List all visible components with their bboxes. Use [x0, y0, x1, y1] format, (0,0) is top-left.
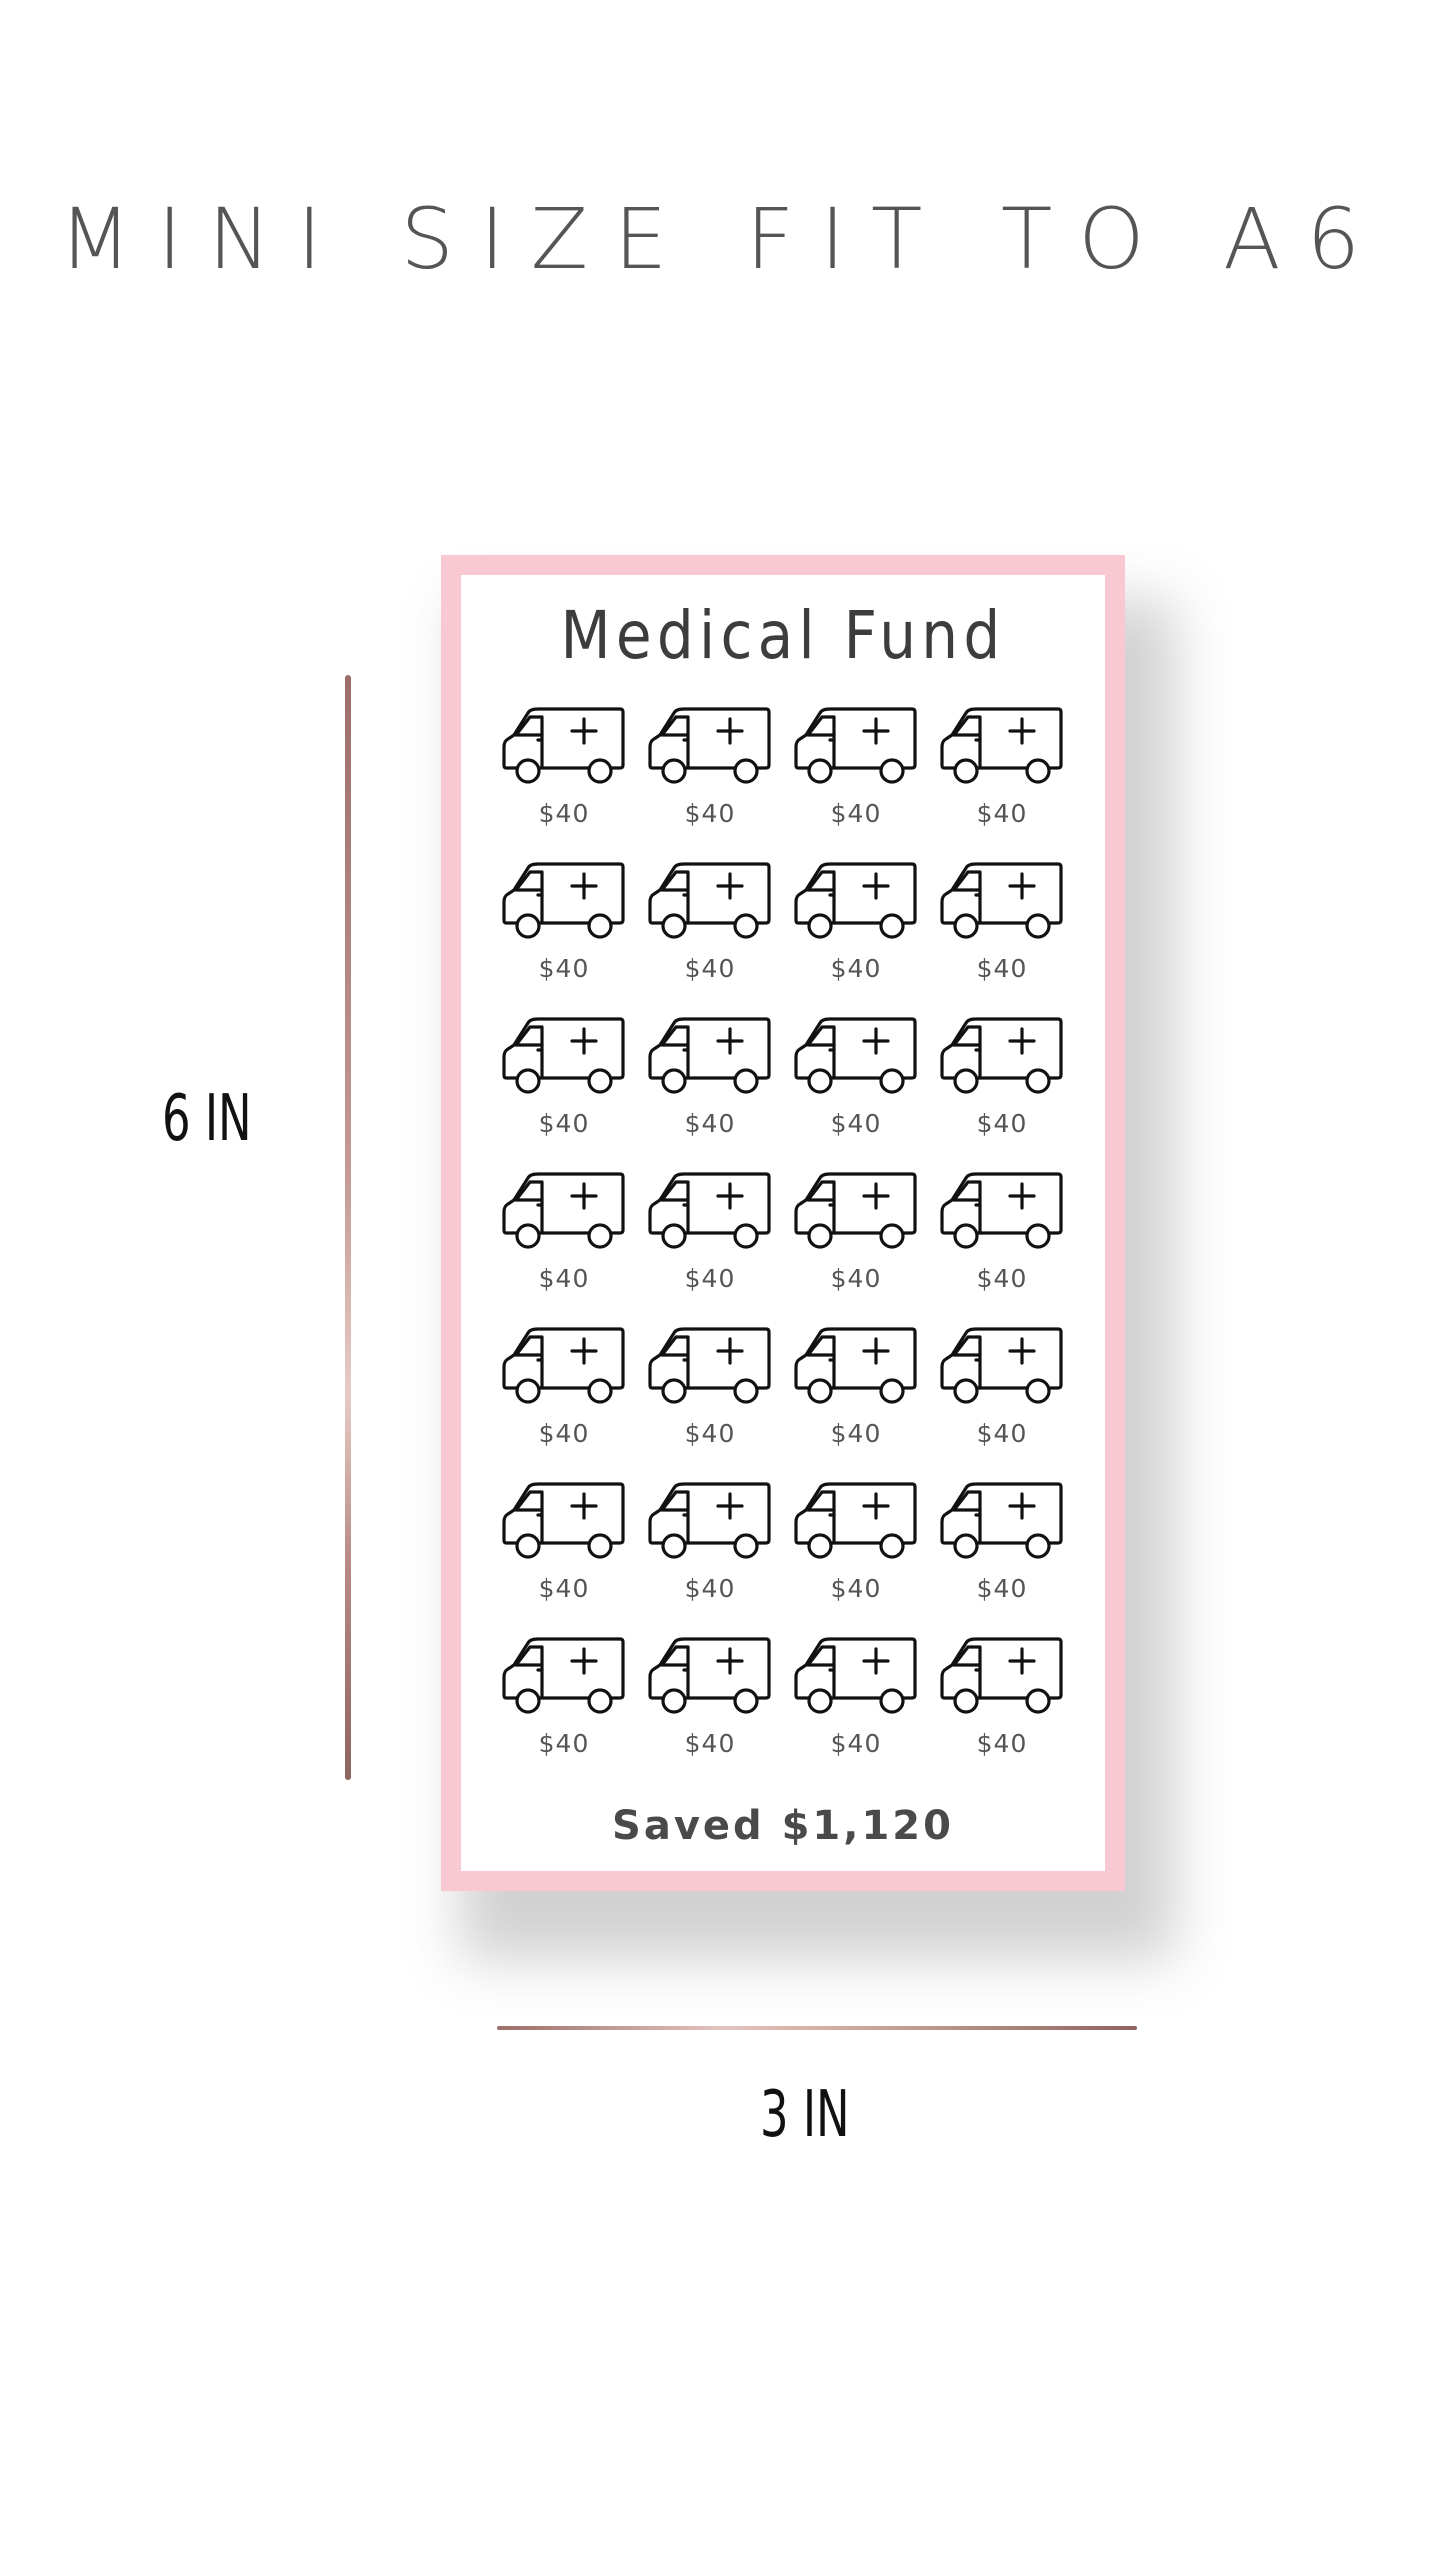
ambulance-icon: [794, 860, 918, 940]
tracker-amount: $40: [976, 954, 1028, 983]
tracker-cell: [491, 1635, 637, 1790]
tracker-amount: $40: [830, 1729, 882, 1758]
ambulance-icon: [648, 1480, 772, 1560]
ambulance-icon: [648, 1635, 772, 1715]
tracker-cell: [783, 1325, 929, 1480]
ambulance-icon: [794, 705, 918, 785]
tracker-amount: $40: [538, 1574, 590, 1603]
tracker-amount: $40: [538, 1109, 590, 1138]
ambulance-icon: [794, 1170, 918, 1250]
tracker-cell: [637, 705, 783, 860]
tracker-cell: [929, 1015, 1075, 1170]
tracker-amount: $40: [830, 1264, 882, 1293]
savings-card: [441, 555, 1125, 1891]
tracker-cell: [929, 1325, 1075, 1480]
ambulance-icon: [648, 1170, 772, 1250]
tracker-cell: [637, 1635, 783, 1790]
tracker-amount: $40: [976, 1264, 1028, 1293]
ambulance-icon: [502, 705, 626, 785]
ambulance-icon: [940, 705, 1064, 785]
ambulance-icon: [502, 860, 626, 940]
tracker-amount: $40: [976, 799, 1028, 828]
tracker-amount: $40: [538, 954, 590, 983]
tracker-cell: [783, 1170, 929, 1325]
ambulance-icon: [940, 1325, 1064, 1405]
tracker-amount: $40: [538, 1729, 590, 1758]
tracker-cell: [929, 1635, 1075, 1790]
height-dimension-label: 6 IN: [162, 1082, 252, 1156]
ambulance-icon: [502, 1170, 626, 1250]
tracker-cell: [637, 860, 783, 1015]
ambulance-icon: [940, 1480, 1064, 1560]
ambulance-icon: [794, 1325, 918, 1405]
tracker-amount: $40: [538, 799, 590, 828]
tracker-cell: [783, 1480, 929, 1635]
tracker-amount: $40: [684, 1109, 736, 1138]
tracker-cell: [491, 1170, 637, 1325]
tracker-cell: [783, 860, 929, 1015]
tracker-cell: [783, 1635, 929, 1790]
tracker-cell: [491, 860, 637, 1015]
tracker-cell: [637, 1015, 783, 1170]
tracker-cell: [491, 1325, 637, 1480]
tracker-cell: [929, 1480, 1075, 1635]
ambulance-icon: [502, 1635, 626, 1715]
tracker-amount: $40: [684, 1574, 736, 1603]
tracker-cell: [637, 1170, 783, 1325]
tracker-cell: [783, 705, 929, 860]
tracker-amount: $40: [684, 954, 736, 983]
tracker-cell: [637, 1480, 783, 1635]
height-dimension-line: [345, 675, 351, 1780]
tracker-amount: $40: [684, 1264, 736, 1293]
tracker-amount: $40: [830, 1109, 882, 1138]
tracker-cell: [929, 705, 1075, 860]
ambulance-icon: [794, 1015, 918, 1095]
card-title: Medical Fund: [560, 597, 1006, 674]
width-dimension-label: 3 IN: [760, 2078, 850, 2152]
tracker-amount: $40: [976, 1574, 1028, 1603]
ambulance-icon: [648, 705, 772, 785]
ambulance-icon: [940, 1015, 1064, 1095]
tracker-amount: $40: [830, 1574, 882, 1603]
ambulance-icon: [648, 1015, 772, 1095]
tracker-cell: [783, 1015, 929, 1170]
tracker-cell: [929, 1170, 1075, 1325]
tracker-amount: $40: [684, 799, 736, 828]
tracker-amount: $40: [976, 1109, 1028, 1138]
tracker-amount: $40: [684, 1419, 736, 1448]
tracker-amount: $40: [830, 799, 882, 828]
width-dimension-line: [497, 2026, 1137, 2030]
savings-tracker-grid: [491, 705, 1075, 1790]
tracker-amount: $40: [830, 1419, 882, 1448]
ambulance-icon: [648, 860, 772, 940]
ambulance-icon: [648, 1325, 772, 1405]
ambulance-icon: [502, 1325, 626, 1405]
tracker-cell: [929, 860, 1075, 1015]
tracker-amount: $40: [976, 1419, 1028, 1448]
page-headline: MINI SIZE FIT TO A6: [58, 190, 1387, 288]
ambulance-icon: [940, 860, 1064, 940]
tracker-amount: $40: [830, 954, 882, 983]
ambulance-icon: [940, 1635, 1064, 1715]
tracker-amount: $40: [538, 1419, 590, 1448]
tracker-cell: [491, 1015, 637, 1170]
tracker-amount: $40: [538, 1264, 590, 1293]
tracker-amount: $40: [684, 1729, 736, 1758]
tracker-cell: [491, 1480, 637, 1635]
tracker-amount: $40: [976, 1729, 1028, 1758]
ambulance-icon: [794, 1635, 918, 1715]
ambulance-icon: [502, 1015, 626, 1095]
ambulance-icon: [940, 1170, 1064, 1250]
tracker-cell: [637, 1325, 783, 1480]
ambulance-icon: [794, 1480, 918, 1560]
saved-total: Saved $1,120: [612, 1803, 954, 1849]
ambulance-icon: [502, 1480, 626, 1560]
savings-card-body: [461, 575, 1105, 1871]
tracker-cell: [491, 705, 637, 860]
